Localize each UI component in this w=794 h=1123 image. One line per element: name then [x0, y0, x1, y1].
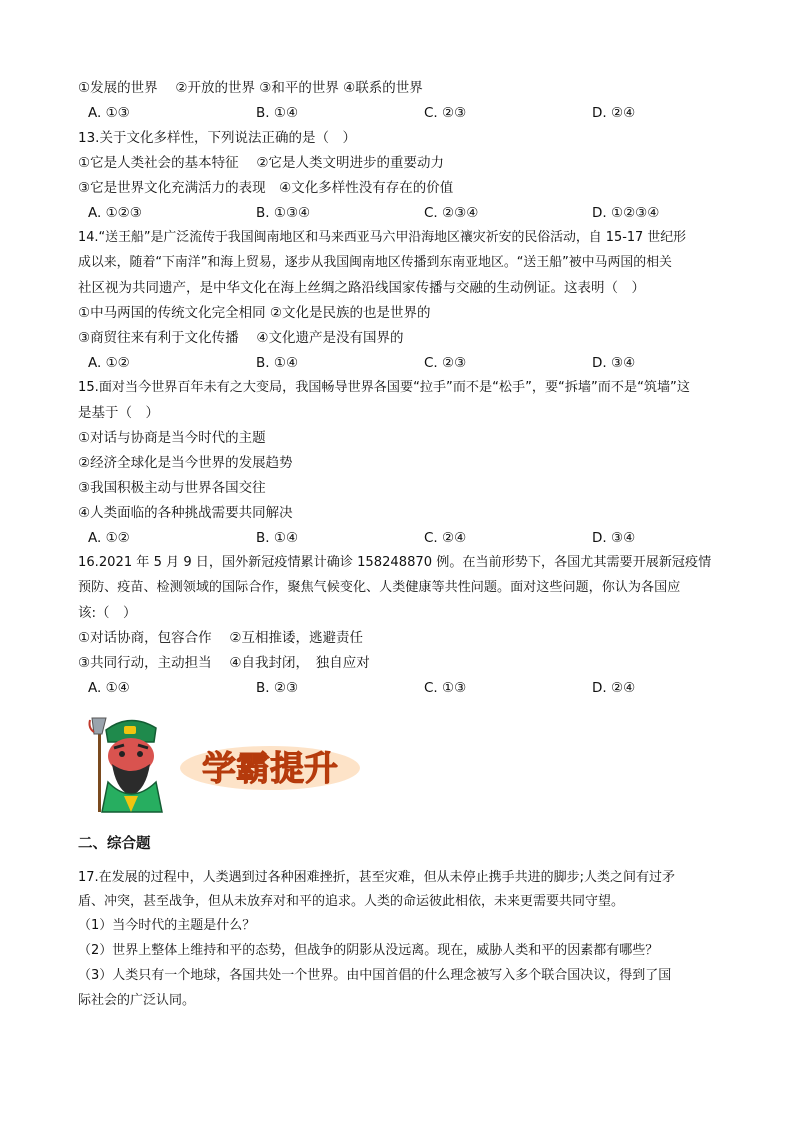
- q14-stem-line-1: 14.“送王船”是广泛流传于我国闽南地区和马来西亚马六甲沿海地区禳灾祈安的民俗活动，自 15-17 世纪形: [78, 230, 687, 245]
- q14-stem-line-2: 成以来，随着“下南洋”和海上贸易，逐步从我国闽南地区传播到东南亚地区。“送王船”被中马两国的相关: [78, 255, 672, 270]
- option-b[interactable]: B. ①④: [256, 105, 299, 121]
- option-c[interactable]: C. ②③④: [424, 205, 479, 221]
- q17-sub-1: （1）当今时代的主题是什么？: [78, 918, 256, 933]
- option-b[interactable]: B. ①③④: [256, 205, 311, 221]
- banner-graphic: [176, 738, 364, 794]
- option-a[interactable]: A. ①③: [88, 105, 130, 121]
- q15-statement-4: ④人类面临的各种挑战需要共同解决: [78, 505, 293, 521]
- option-a[interactable]: A. ①②: [88, 355, 130, 371]
- q15-statement-2: ②经济全球化是当今世界的发展趋势: [78, 455, 293, 471]
- option-b[interactable]: B. ①④: [256, 530, 299, 546]
- q13-statements-2: ③它是世界文化充满活力的表现 ④文化多样性没有存在的价值: [78, 180, 454, 196]
- option-a[interactable]: A. ①②: [88, 530, 130, 546]
- option-d[interactable]: D. ②④: [592, 680, 636, 696]
- option-d[interactable]: D. ①②③④: [592, 205, 660, 221]
- q13-stem: 13.关于文化多样性，下列说法正确的是（ ）: [78, 130, 356, 146]
- q16-statements-2: ③共同行动，主动担当 ④自我封闭， 独自应对: [78, 655, 370, 671]
- option-c[interactable]: C. ②③: [424, 355, 467, 371]
- q14-statements-2: ③商贸往来有利于文化传播 ④文化遗产是没有国界的: [78, 330, 404, 346]
- option-c[interactable]: C. ①③: [424, 680, 467, 696]
- option-d[interactable]: D. ②④: [592, 105, 636, 121]
- q15-statement-1: ①对话与协商是当今时代的主题: [78, 430, 266, 446]
- q17-sub-2: （2）世界上整体上维持和平的态势，但战争的阴影从没远离。现在，威胁人类和平的因素都有哪些？: [78, 943, 659, 958]
- study-boost-banner: [176, 738, 364, 794]
- q14-statements-1: ①中马两国的传统文化完全相同 ②文化是民族的也是世界的: [78, 305, 431, 321]
- q15-statement-3: ③我国积极主动与世界各国交往: [78, 480, 266, 496]
- section-title: 二、综合题: [78, 836, 151, 852]
- q16-stem-line-3: 该:（ ）: [78, 605, 137, 621]
- q17-sub-3-line-1: （3）人类只有一个地球，各国共处一个世界。由中国首倡的什么理念被写入多个联合国决议，得到了国: [78, 968, 672, 983]
- q15-stem-line-2: 是基于（ ）: [78, 405, 159, 421]
- option-a[interactable]: A. ①②③: [88, 205, 142, 221]
- q12-statements: ①发展的世界 ②开放的世界 ③和平的世界 ④联系的世界: [78, 80, 423, 96]
- option-b[interactable]: B. ①④: [256, 355, 299, 371]
- q17-sub-3-line-2: 际社会的广泛认同。: [78, 993, 196, 1008]
- q16-stem-line-1: 16.2021 年 5 月 9 日，国外新冠疫情累计确诊 158248870 例。在当前形势下，各国尤其需要开展新冠疫情: [78, 555, 712, 570]
- q17-stem-line-2: 盾、冲突，甚至战争，但从未放弃对和平的追求。人类的命运彼此相依，未来更需要共同守望。: [78, 894, 625, 909]
- q15-stem-line-1: 15.面对当今世界百年未有之大变局，我国畅导世界各国要“拉手”而不是“松手”，要“拆墙”而不是“筑墙”这: [78, 380, 690, 395]
- q16-statements-1: ①对话协商，包容合作 ②互相推诿，逃避责任: [78, 630, 363, 646]
- option-d[interactable]: D. ③④: [592, 355, 636, 371]
- q17-stem-line-1: 17.在发展的过程中，人类遇到过各种困难挫折，甚至灾难，但从未停止携手共进的脚步;人类之间有过矛: [78, 870, 676, 885]
- q13-statements-1: ①它是人类社会的基本特征 ②它是人类文明进步的重要动力: [78, 155, 444, 171]
- option-a[interactable]: A. ①④: [88, 680, 130, 696]
- q14-stem-line-3: 社区视为共同遗产，是中华文化在海上丝绸之路沿线国家传播与交融的生动例证。这表明（ ）: [78, 280, 645, 296]
- q16-stem-line-2: 预防、疫苗、检测领域的国际合作，聚焦气候变化、人类健康等共性问题。面对这些问题，你认为各国应: [78, 580, 681, 595]
- option-c[interactable]: C. ②④: [424, 530, 467, 546]
- option-c[interactable]: C. ②③: [424, 105, 467, 121]
- option-d[interactable]: D. ③④: [592, 530, 636, 546]
- option-b[interactable]: B. ②③: [256, 680, 299, 696]
- banner-text: 学霸提升: [202, 749, 338, 789]
- mascot-illustration: [84, 712, 174, 816]
